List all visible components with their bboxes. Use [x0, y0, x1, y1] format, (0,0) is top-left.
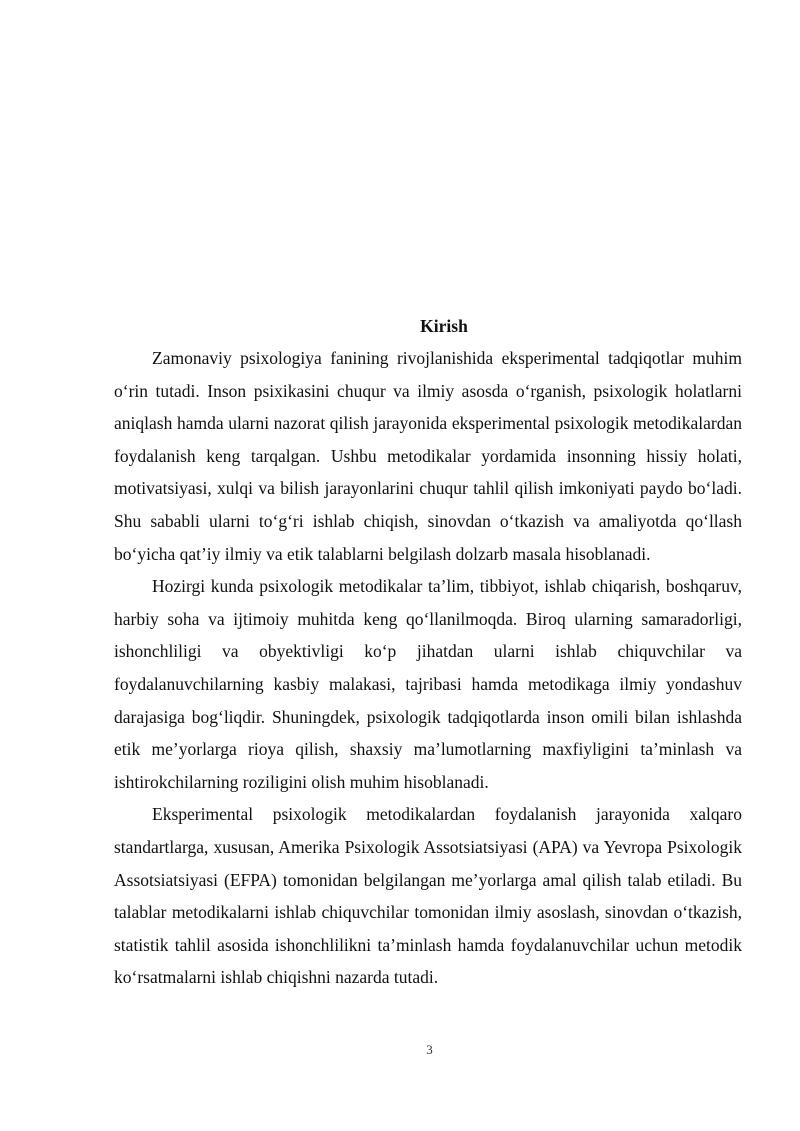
page-number: 3 — [426, 1042, 433, 1057]
page-title: Kirish — [420, 316, 468, 336]
body-text — [114, 342, 742, 994]
paragraph-2: Hozirgi kunda psixologik metodikalar ta’lim, tibbiyot, ishlab chiqarish, boshqaruv, harbiy soha va ijtimoiy muhitda keng qo‘llanilmoqda. Biroq ularning samaradorligi, ishonchliligi va obyektivligi ko‘p jihatdan ularni ishlab chiquvchilar va foydalanuvchilarning kasbiy malakasi, tajribasi hamda metodikaga ilmiy yondashuv darajasiga bog‘liqdir. Shuningdek, psixologik tadqiqotlarda inson omili bilan ishlashda etik me’yorlarga rioya qilish, shaxsiy ma’lumotlarning maxfiyligini ta’minlash va ishtirokchilarning roziligini olish muhim hisoblanadi. — [114, 576, 742, 792]
paragraph-3: Eksperimental psixologik metodikalardan foydalanish jarayonida xalqaro standartlarga, xususan, Amerika Psixologik Assotsiatsiyasi (APA) va Yevropa Psixologik Assotsiatsiyasi (EFPA) tomonidan belgilangan me’yorlarga amal qilish talab etiladi. Bu talablar metodikalarni ishlab chiquvchilar tomonidan ilmiy asoslash, sinovdan o‘tkazish, statistik tahlil asosida ishonchlilikni ta’minlash hamda foydalanuvchilar uchun metodik ko‘rsatmalarni ishlab chiqishni nazarda tutadi. — [114, 804, 742, 988]
paragraph-1: Zamonaviy psixologiya fanining rivojlanishida eksperimental tadqiqotlar muhim o‘rin tutadi. Inson psixikasini chuqur va ilmiy asosda o‘rganish, psixologik holatlarni aniqlash hamda ularni nazorat qilish jarayonida eksperimental psixologik metodikalardan foydalanish keng tarqalgan. Ushbu metodikalar yordamida insonning hissiy holati, motivatsiyasi, xulqi va bilish jarayonlarini chuqur tahlil qilish imkoniyati paydo bo‘ladi. Shu sababli ularni to‘g‘ri ishlab chiqish, sinovdan o‘tkazish va amaliyotda qo‘llash bo‘yicha qat’iy ilmiy va etik talablarni belgilash dolzarb masala hisoblanadi. — [114, 348, 742, 564]
